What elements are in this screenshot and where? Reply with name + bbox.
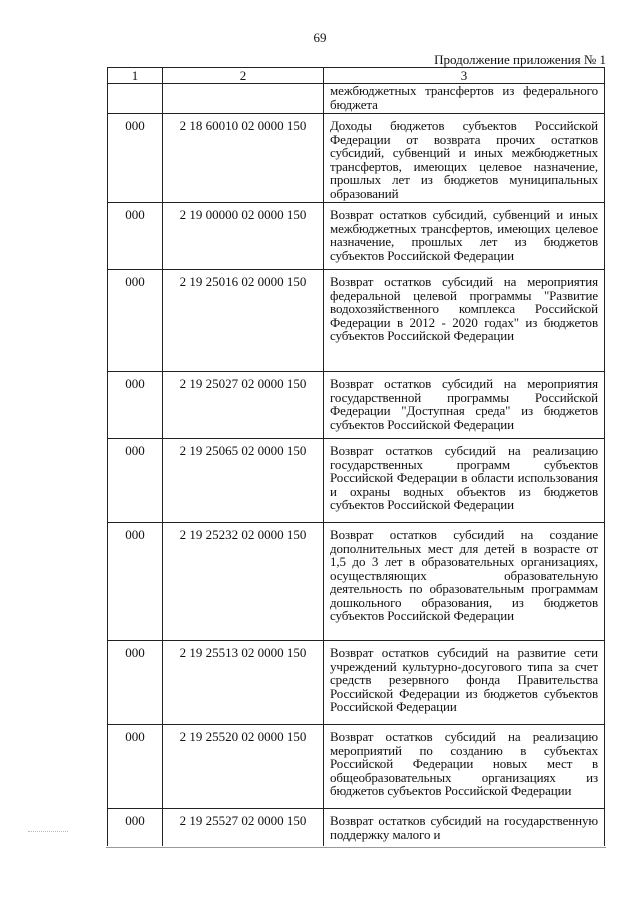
header-col-3: 3: [324, 68, 605, 84]
table-row: [108, 270, 605, 372]
continuation-note: Продолжение приложения № 1: [434, 52, 606, 67]
budget-code-cell: 2 19 25527 02 0000 150: [163, 809, 324, 847]
table-row: [108, 809, 605, 847]
table-row: [108, 114, 605, 203]
header-col-2: 2: [163, 68, 324, 84]
description-cell: Доходы бюджетов субъектов Российской Федерации от возврата прочих остатков субсидий, субвенций и иных межбюджетных трансфертов, имеющих целевое назначение, прошлых лет из бюджетов муниципальных образований: [324, 114, 605, 203]
description-cell: Возврат остатков субсидий на развитие сети учреждений культурно-досугового типа за счет средств резервного фонда Правительства Российской Федерации из бюджетов субъектов Российской Федерации: [324, 641, 605, 725]
description-cell: Возврат остатков субсидий на реализацию мероприятий по созданию в субъектах Российской Федерации новых мест в общеобразовательных организациях из бюджетов субъектов Российской Федерации: [324, 725, 605, 809]
description-cell: Возврат остатков субсидий на государственную поддержку малого и: [324, 809, 605, 847]
budget-code-cell: [163, 84, 324, 114]
admin-code-cell: 000: [108, 439, 163, 523]
header-col-1: 1: [108, 68, 163, 84]
bottom-rule: [106, 847, 606, 848]
admin-code-cell: 000: [108, 523, 163, 641]
admin-code-cell: 000: [108, 809, 163, 847]
revenue-codes-table: [107, 67, 605, 846]
description-cell: Возврат остатков субсидий на мероприятия федеральной целевой программы "Развитие водохозяйственного комплекса Российской Федерации в 2012 - 2020 годах" из бюджетов субъектов Российской Федерации: [324, 270, 605, 372]
admin-code-cell: 000: [108, 270, 163, 372]
admin-code-cell: [108, 84, 163, 114]
budget-code-cell: 2 19 25232 02 0000 150: [163, 523, 324, 641]
table-row: [108, 523, 605, 641]
scan-artifact: [28, 831, 68, 833]
budget-code-cell: 2 19 25027 02 0000 150: [163, 372, 324, 439]
table-row: [108, 725, 605, 809]
budget-code-cell: 2 19 25520 02 0000 150: [163, 725, 324, 809]
description-cell: Возврат остатков субсидий, субвенций и иных межбюджетных трансфертов, имеющих целевое назначение, прошлых лет из бюджетов субъектов Российской Федерации: [324, 203, 605, 270]
budget-code-cell: 2 19 25065 02 0000 150: [163, 439, 324, 523]
admin-code-cell: 000: [108, 725, 163, 809]
budget-code-cell: 2 19 25513 02 0000 150: [163, 641, 324, 725]
budget-code-cell: 2 19 25016 02 0000 150: [163, 270, 324, 372]
table-row: [108, 439, 605, 523]
budget-code-cell: 2 18 60010 02 0000 150: [163, 114, 324, 203]
description-cell: Возврат остатков субсидий на мероприятия государственной программы Российской Федерации "Доступная среда" из бюджетов субъектов Российской Федерации: [324, 372, 605, 439]
table-row: [108, 641, 605, 725]
budget-code-cell: 2 19 00000 02 0000 150: [163, 203, 324, 270]
description-cell: Возврат остатков субсидий на создание дополнительных мест для детей в возрасте от 1,5 до 3 лет в образовательных организациях, осуществляющих образовательную деятельность по образовательным программам дошкольного образования, из бюджетов субъектов Российской Федерации: [324, 523, 605, 641]
description-cell: межбюджетных трансфертов из федерального бюджета: [324, 84, 605, 114]
admin-code-cell: 000: [108, 114, 163, 203]
admin-code-cell: 000: [108, 372, 163, 439]
table-row: [108, 203, 605, 270]
admin-code-cell: 000: [108, 203, 163, 270]
table-row: [108, 372, 605, 439]
table-header-row: [108, 68, 605, 84]
table-row: [108, 84, 605, 114]
description-cell: Возврат остатков субсидий на реализацию государственных программ субъектов Российской Федерации в области использования и охраны водных объектов из бюджетов субъектов Российской Федерации: [324, 439, 605, 523]
admin-code-cell: 000: [108, 641, 163, 725]
page-number: 69: [313, 30, 327, 45]
